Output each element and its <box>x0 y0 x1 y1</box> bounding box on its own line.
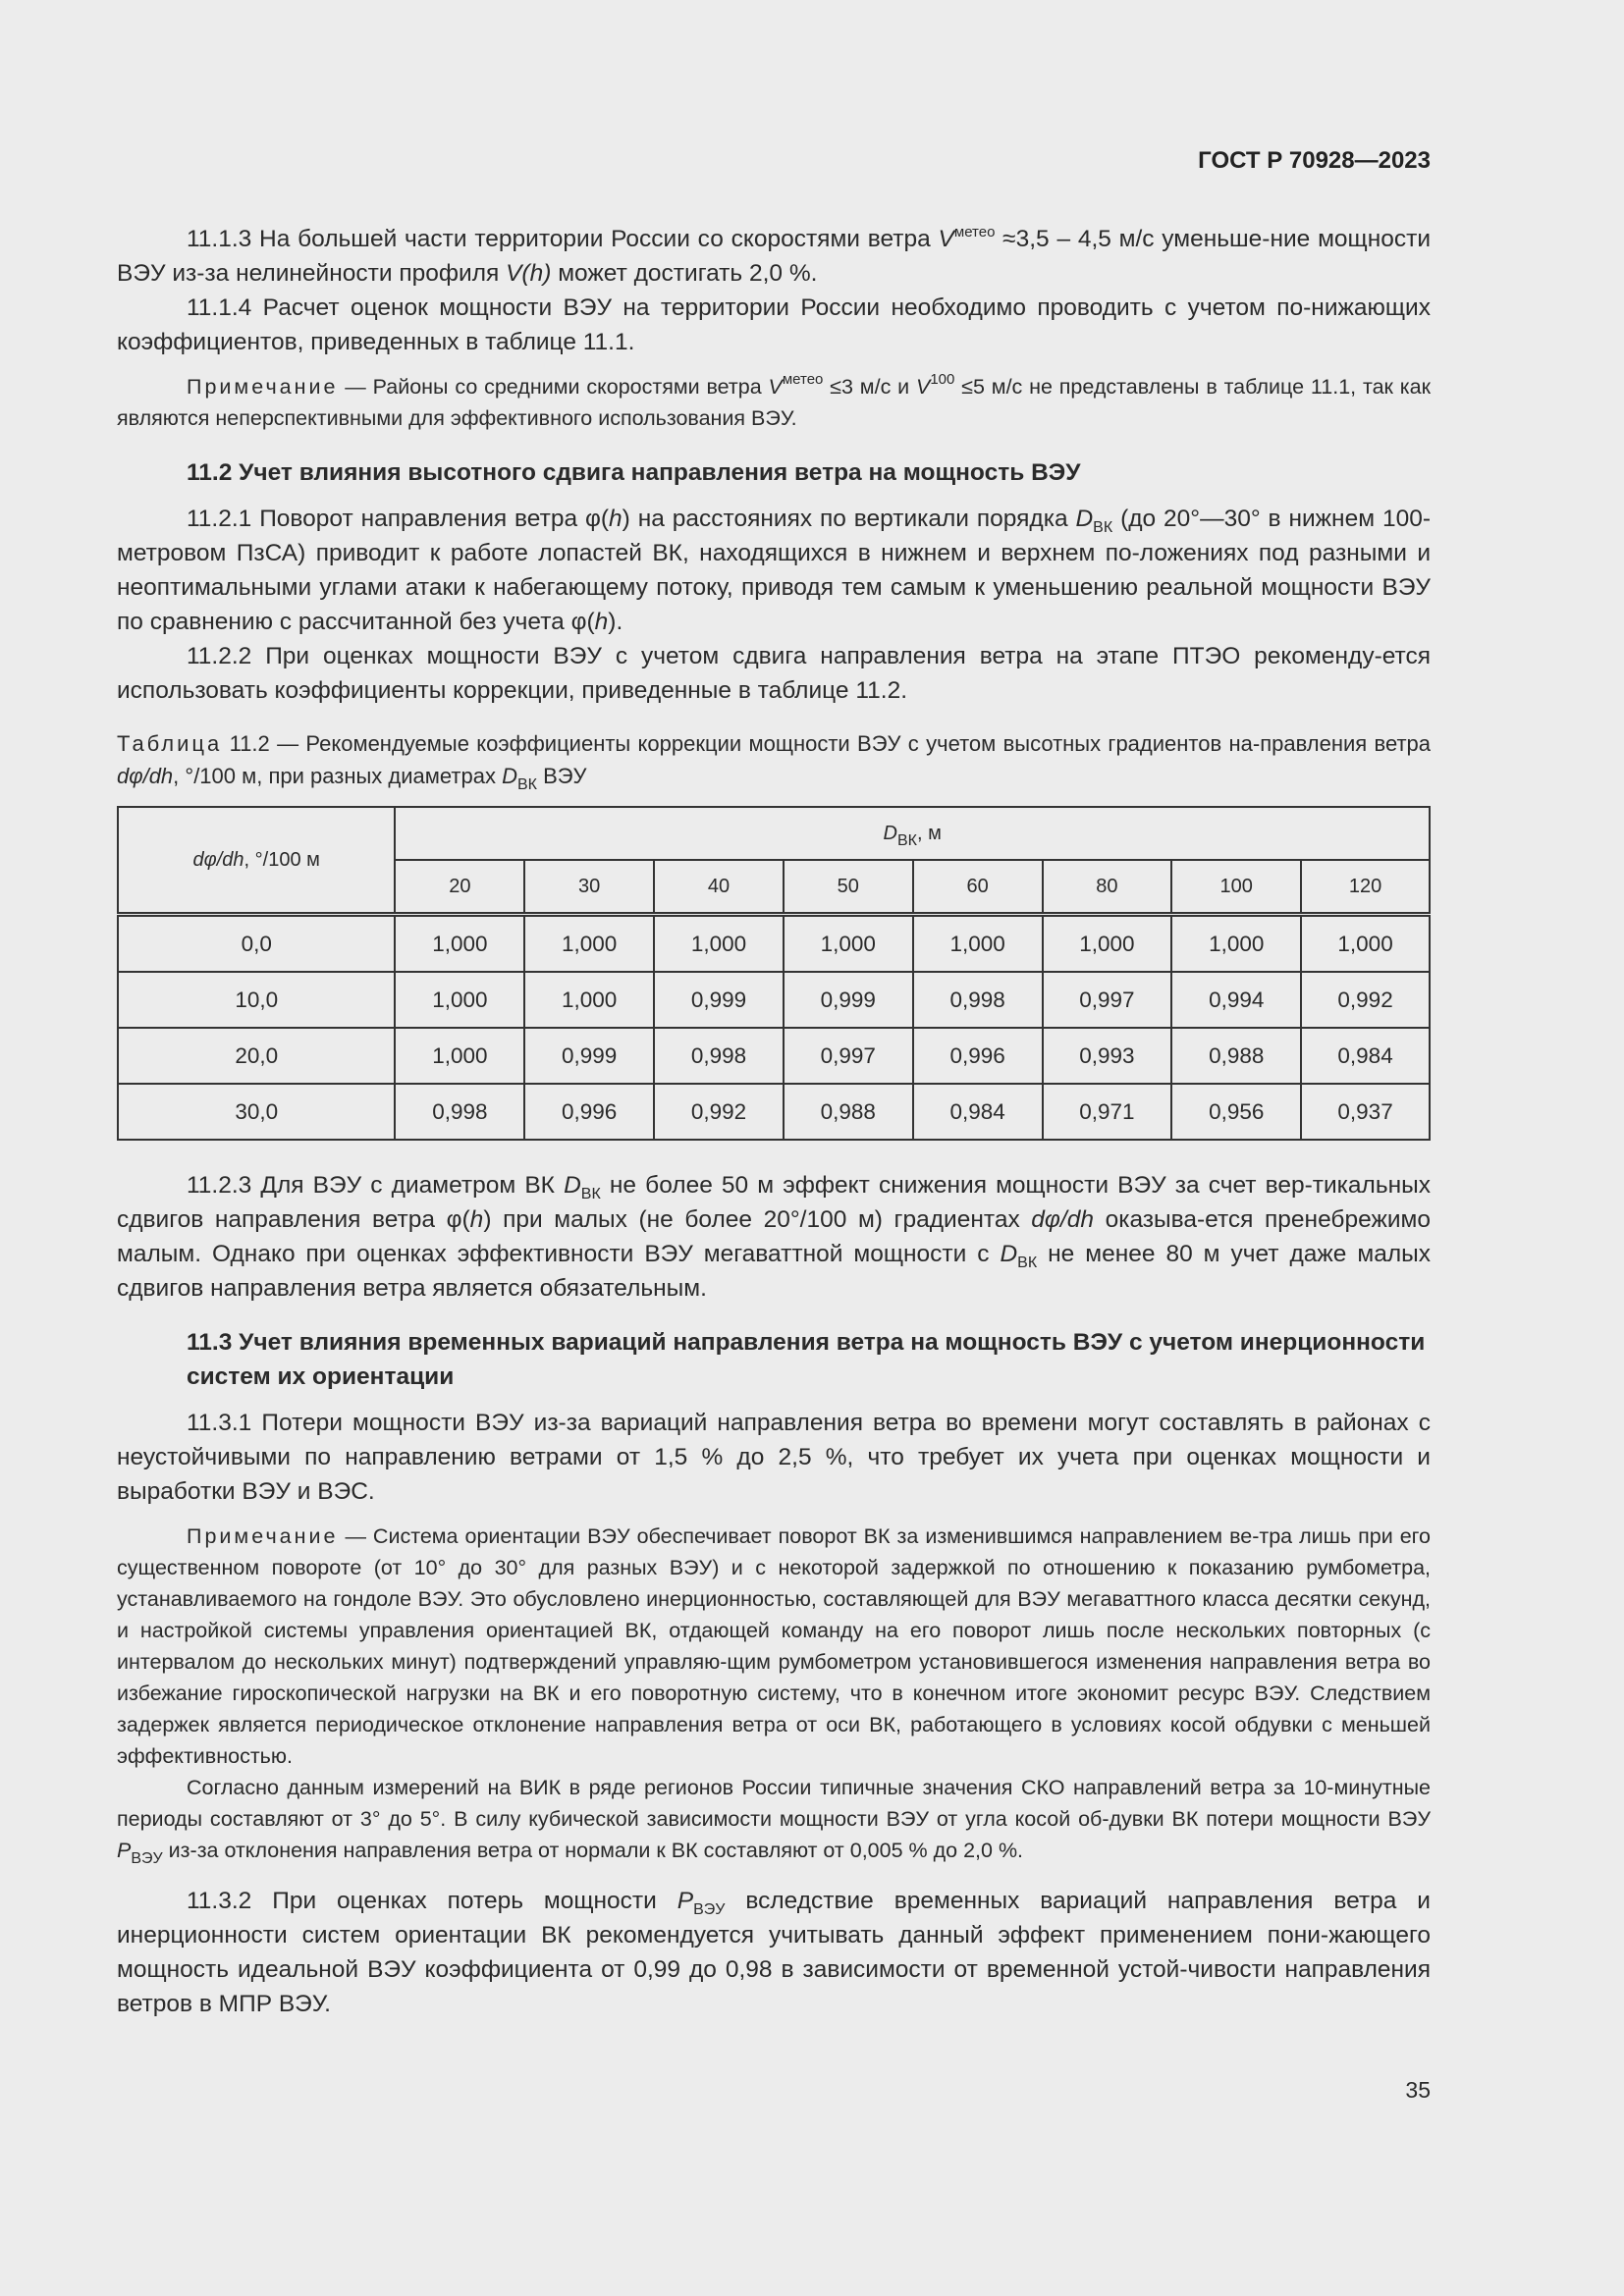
symbol-v: V <box>916 375 931 399</box>
correction-table <box>117 806 1431 1141</box>
text-span: оказыва-ется пренебрежимо малым. Однако при оценках эффективности ВЭУ мегаваттной мощности с <box>117 1206 1431 1267</box>
text-span: — Районы со средними скоростями ветра <box>338 375 769 399</box>
table-cell: 1,000 <box>1301 915 1430 973</box>
superscript: метео <box>782 371 824 388</box>
text-span: вследствие временных вариаций направления ветра и инерционности систем ориентации ВК рекомендуется учитывать данный эффект применением пони-жающего мощность идеальной ВЭУ коэффициента от 0,99 до 0,98 в зависимости от временной устой-чивости направления ветров в МПР ВЭУ. <box>117 1888 1431 2017</box>
table-cell: 0,998 <box>654 1028 784 1084</box>
table-cell: 1,000 <box>395 972 524 1028</box>
table-cell: 0,998 <box>395 1084 524 1140</box>
table-cell: 0,937 <box>1301 1084 1430 1140</box>
symbol-h: h <box>609 506 623 532</box>
text-span: ≤5 м/с не представлены в таблице 11.1, так как являются неперспективными для эффективного использования ВЭУ. <box>117 375 1432 430</box>
column-group-header <box>395 807 1430 860</box>
text-span: (до 20°—30° в нижнем 100-метровом ПзСА) приводит к работе лопастей ВК, находящихся в нижнем и верхнем по-ложениях под разными и неоптимальными углами атаки к набегающему потоку, приводя тем самым к уменьшению реальной мощности ВЭУ по сравнению с рассчитанной без учета φ( <box>117 506 1431 635</box>
diameter-header: 120 <box>1301 860 1430 915</box>
subscript: ВК <box>1017 1255 1038 1271</box>
text-span: ≈3,5 – 4,5 м/с уменьше-ние мощности ВЭУ из-за нелинейности профиля <box>117 226 1432 287</box>
text-span: 11.2.1 Поворот направления ветра φ( <box>187 506 610 532</box>
diameter-header: 60 <box>913 860 1043 915</box>
superscript: метео <box>953 224 996 240</box>
symbol-v: V <box>938 226 954 252</box>
note-label: Примечание <box>187 1524 339 1548</box>
row-label: 30,0 <box>118 1084 395 1140</box>
text-span: Согласно данным измерений на ВИК в ряде регионов России типичные значения СКО направлений ветра за 10-минутные периоды составляют от 3° до 5°. В силу кубической зависимости мощности ВЭУ от угла косой об-дувки ВК потери мощности ВЭУ <box>117 1776 1431 1831</box>
paragraph-11-3-2 <box>117 1884 1431 2021</box>
table-cell: 0,992 <box>654 1084 784 1140</box>
symbol-v: V <box>768 375 783 399</box>
table-cell: 0,996 <box>913 1028 1043 1084</box>
diameter-header: 40 <box>654 860 784 915</box>
symbol-d: D <box>1000 1241 1018 1267</box>
paragraph-11-1-3 <box>117 222 1431 291</box>
table-cell: 1,000 <box>913 915 1043 973</box>
symbol-d: D <box>1075 506 1094 532</box>
table-row <box>118 1028 1430 1084</box>
table-cell: 1,000 <box>1043 915 1172 973</box>
text-span: ) при малых (не более 20°/100 м) градиентах <box>483 1206 1032 1233</box>
subscript: ВК <box>1093 519 1113 536</box>
table-cell: 0,999 <box>654 972 784 1028</box>
table-cell: 0,998 <box>913 972 1043 1028</box>
table-cell: 0,984 <box>1301 1028 1430 1084</box>
table-cell: 0,971 <box>1043 1084 1172 1140</box>
table-cell: 1,000 <box>1171 915 1301 973</box>
table-row <box>118 972 1430 1028</box>
text-span: ВЭУ <box>536 764 587 788</box>
table-cell: 0,999 <box>524 1028 654 1084</box>
table-cell: 1,000 <box>395 1028 524 1084</box>
table-cell: 0,993 <box>1043 1028 1172 1084</box>
diameter-header: 50 <box>784 860 913 915</box>
symbol-dphi: dφ/dh <box>1031 1206 1094 1233</box>
row-label: 10,0 <box>118 972 395 1028</box>
table-cell: 0,999 <box>784 972 913 1028</box>
symbol-d: D <box>564 1172 581 1199</box>
paragraph-11-3-1: 11.3.1 Потери мощности ВЭУ из-за вариаций направления ветра во времени могут составлять в районах с неустойчивыми по направлению ветрами от 1,5 % до 2,5 %, что требует их учета при оценках мощности и выработки ВЭУ и ВЭС. <box>117 1410 1431 1505</box>
text-span: из-за отклонения направления ветра от нормали к ВК составляют от 0,005 % до 2,0 %. <box>162 1839 1024 1862</box>
text-span: ≤3 м/с и <box>823 375 916 399</box>
text-span: , м <box>917 822 942 844</box>
table-cell: 1,000 <box>524 915 654 973</box>
row-header-cell <box>118 807 395 915</box>
table-cell: 1,000 <box>654 915 784 973</box>
heading-11-2: 11.2 Учет влияния высотного сдвига направления ветра на мощность ВЭУ <box>187 459 1081 486</box>
text-span: 11.1.3 На большей части территории России со скоростями ветра <box>187 226 939 252</box>
diameter-header: 30 <box>524 860 654 915</box>
text-span: — Система ориентации ВЭУ обеспечивает поворот ВК за изменившимся направлением ве-тра лишь при его существенном повороте (от 10° до 30° для разных ВЭУ) и с некоторой задержкой по отношению к показанию румбометра, устанавливаемого на гондоле ВЭУ. Это обусловлено инерционностью, составляющей для ВЭУ мегаваттного класса десятки секунд, и настройкой системы управления ориентацией ВК, отдающей команду на его поворот лишь после нескольких повторных (с интервалом до нескольких минут) подтверждений управляю-щим румбометром установившегося изменения направления ветра во избежание гироскопической нагрузки на ВК и его поворотную систему, что в конечном итоге экономит ресурс ВЭУ. Следствием задержек является периодическое отклонение направления ветра от оси ВК, работающего в условиях косой обдувки с меньшей эффективностью. <box>117 1524 1431 1768</box>
diameter-header: 20 <box>395 860 524 915</box>
subscript: ВЭУ <box>131 1850 163 1867</box>
table-cell: 0,988 <box>784 1084 913 1140</box>
symbol-dphi: dφ/dh <box>117 764 174 788</box>
text-span: может достигать 2,0 %. <box>551 260 818 287</box>
row-label: 20,0 <box>118 1028 395 1084</box>
table-cell: 0,984 <box>913 1084 1043 1140</box>
table-cell: 0,997 <box>1043 972 1172 1028</box>
subscript: ВК <box>516 776 537 793</box>
heading-11-3: 11.3 Учет влияния временных вариаций направления ветра на мощность ВЭУ с учетом инерционности систем их ориентации <box>187 1329 1426 1390</box>
symbol-dphi: dφ/dh <box>192 848 244 871</box>
text-span: ) на расстояниях по вертикали порядка <box>622 506 1076 532</box>
page-number: 35 <box>1405 2077 1431 2103</box>
table-row <box>118 915 1430 973</box>
text-span: не менее 80 м учет даже малых сдвигов направления ветра является обязательным. <box>117 1241 1431 1302</box>
table-cell: 0,997 <box>784 1028 913 1084</box>
symbol-p: P <box>117 1839 132 1862</box>
table-cell: 0,992 <box>1301 972 1430 1028</box>
diameter-header: 100 <box>1171 860 1301 915</box>
diameter-header: 80 <box>1043 860 1172 915</box>
text-span: не более 50 м эффект снижения мощности ВЭУ за счет вер-тикальных сдвигов направления ветра φ( <box>117 1172 1431 1233</box>
caption-label: Таблица <box>117 731 223 756</box>
text-span: , °/100 м, при разных диаметрах <box>173 764 503 788</box>
subscript: ВК <box>580 1186 601 1202</box>
table-cell: 1,000 <box>524 972 654 1028</box>
text-span: , °/100 м <box>244 848 320 871</box>
note-1 <box>117 371 1431 434</box>
note-3 <box>117 1772 1431 1866</box>
text-span: 11.2.3 Для ВЭУ с диаметром ВК <box>187 1172 565 1199</box>
document-code: ГОСТ Р 70928—2023 <box>1198 147 1431 174</box>
row-label: 0,0 <box>118 915 395 973</box>
table-cell: 0,996 <box>524 1084 654 1140</box>
table-cell: 1,000 <box>784 915 913 973</box>
symbol-h: h <box>594 609 609 635</box>
symbol-h: h <box>469 1206 484 1233</box>
table-cell: 0,956 <box>1171 1084 1301 1140</box>
symbol-p: P <box>677 1888 694 1914</box>
table-cell: 1,000 <box>395 915 524 973</box>
page-content <box>117 222 1431 2021</box>
text-span: ). <box>608 609 623 635</box>
subscript: ВЭУ <box>693 1901 726 1918</box>
table-caption <box>117 727 1431 792</box>
table-cell: 0,994 <box>1171 972 1301 1028</box>
symbol-d: D <box>502 764 517 788</box>
note-label: Примечание <box>187 375 339 399</box>
paragraph-11-2-2: 11.2.2 При оценках мощности ВЭУ с учетом сдвига направления ветра на этапе ПТЭО рекоменду-ется использовать коэффициенты коррекции, приведенные в таблице 11.2. <box>117 643 1431 704</box>
paragraph-11-2-3 <box>117 1168 1431 1306</box>
text-span: 11.3.2 При оценках потерь мощности <box>187 1888 677 1914</box>
symbol-d: D <box>883 822 897 844</box>
table-cell: 0,988 <box>1171 1028 1301 1084</box>
subscript: ВК <box>897 831 917 849</box>
symbol-vh: V(h) <box>506 260 552 287</box>
superscript: 100 <box>930 371 955 388</box>
table-row <box>118 1084 1430 1140</box>
paragraph-11-1-4: 11.1.4 Расчет оценок мощности ВЭУ на территории России необходимо проводить с учетом по-нижающих коэффициентов, приведенных в таблице 11.1. <box>117 294 1431 355</box>
text-span: 11.2 — Рекомендуемые коэффициенты коррекции мощности ВЭУ с учетом высотных градиентов на-правления ветра <box>222 731 1431 756</box>
paragraph-11-2-1 <box>117 502 1431 639</box>
note-2 <box>117 1521 1431 1772</box>
